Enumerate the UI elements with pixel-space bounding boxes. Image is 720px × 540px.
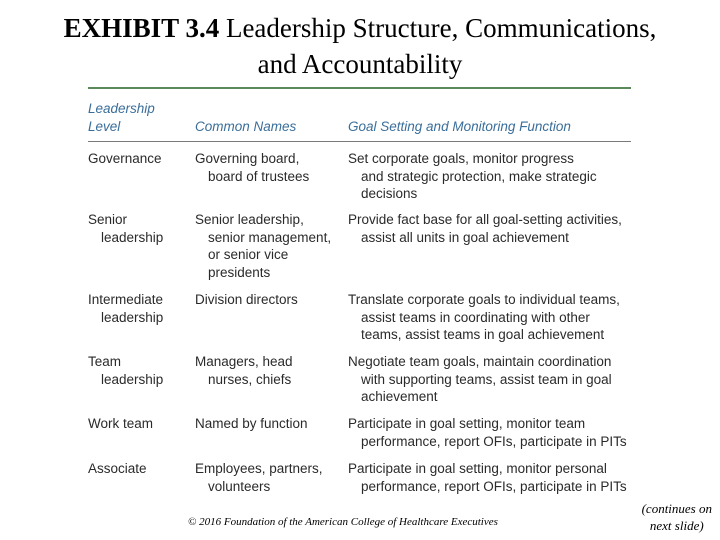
function-line: Translate corporate goals to individual teams,	[348, 292, 620, 307]
level-line: Senior	[88, 212, 128, 227]
level-line: leadership	[101, 309, 164, 325]
copyright-footer: © 2016 Foundation of the American College of Healthcare Executives	[188, 516, 498, 528]
names-cell	[195, 211, 345, 281]
names-cell	[195, 291, 345, 309]
function-line: assist all units in goal achievement	[361, 229, 569, 245]
header-level-line: Level	[88, 119, 121, 134]
level-line: Associate	[88, 461, 147, 476]
level-line: Work team	[88, 416, 154, 431]
level-cell	[88, 415, 193, 433]
names-line: Governing board,	[195, 151, 300, 166]
names-line: or senior vice	[208, 247, 289, 262]
level-cell	[88, 211, 193, 246]
names-cell	[195, 150, 345, 185]
function-line: Participate in goal setting, monitor personal	[348, 461, 607, 476]
exhibit-title	[0, 10, 720, 82]
header-level-line: Leadership	[88, 101, 155, 116]
names-line: Managers, head	[195, 354, 293, 369]
continues-line: next slide)	[649, 518, 704, 533]
level-cell	[88, 291, 193, 326]
function-cell	[348, 353, 638, 406]
function-cell	[348, 291, 638, 344]
title-line-2: and Accountability	[257, 49, 463, 79]
level-line: leadership	[101, 371, 164, 387]
names-line: senior management,	[208, 229, 332, 245]
function-line: with supporting teams, assist team in goal	[361, 371, 612, 387]
continues-line: (continues on	[641, 501, 712, 516]
header-leadership-level	[88, 100, 155, 136]
function-cell	[348, 211, 638, 246]
function-cell	[348, 415, 638, 450]
function-line: Negotiate team goals, maintain coordination	[348, 354, 612, 369]
level-line: Intermediate	[88, 292, 164, 307]
function-line: achievement	[361, 389, 438, 404]
level-cell	[88, 150, 193, 168]
function-line: teams, assist teams in goal achievement	[361, 327, 605, 342]
function-line: performance, report OFIs, participate in PITs	[361, 478, 627, 494]
level-line: Team	[88, 354, 122, 369]
function-line: and strategic protection, make strategic	[361, 168, 597, 184]
top-divider	[88, 87, 631, 89]
names-line: nurses, chiefs	[208, 371, 292, 387]
names-line: Named by function	[195, 416, 308, 431]
function-line: Provide fact base for all goal-setting activities,	[348, 212, 622, 227]
names-line: Senior leadership,	[195, 212, 304, 227]
level-line: leadership	[101, 229, 164, 245]
names-cell	[195, 415, 345, 433]
function-cell	[348, 150, 638, 203]
names-line: Employees, partners,	[195, 461, 323, 476]
names-line: Division directors	[195, 292, 298, 307]
level-cell	[88, 460, 193, 478]
names-cell	[195, 353, 345, 388]
function-line: assist teams in coordinating with other	[361, 309, 590, 325]
names-line: presidents	[208, 264, 271, 280]
names-cell	[195, 460, 345, 495]
function-line: Participate in goal setting, monitor team	[348, 416, 586, 431]
header-divider	[88, 141, 631, 142]
header-goal-function: Goal Setting and Monitoring Function	[348, 119, 571, 134]
title-text-1: Leadership Structure, Communications,	[219, 13, 657, 43]
exhibit-number: EXHIBIT 3.4	[63, 13, 220, 43]
names-line: volunteers	[208, 478, 271, 494]
header-common-names: Common Names	[195, 119, 297, 134]
level-cell	[88, 353, 193, 388]
title-line-1	[0, 10, 720, 46]
function-line: Set corporate goals, monitor progress	[348, 151, 574, 166]
function-cell	[348, 460, 638, 495]
function-line: decisions	[361, 186, 418, 201]
level-line: Governance	[88, 151, 162, 166]
names-line: board of trustees	[208, 168, 310, 184]
function-line: performance, report OFIs, participate in PITs	[361, 433, 627, 449]
continues-note	[642, 500, 712, 534]
